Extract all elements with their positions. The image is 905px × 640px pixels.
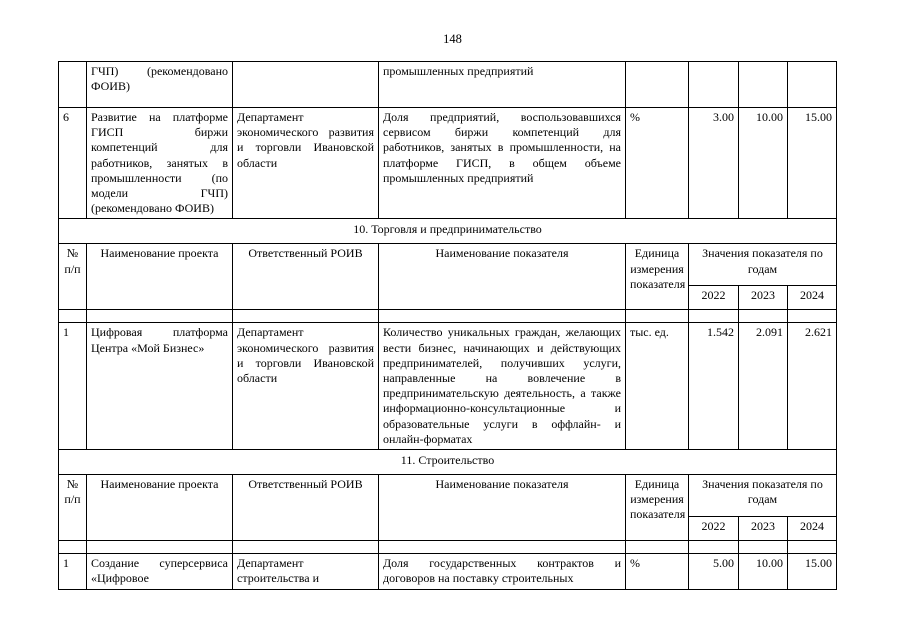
header-year-2023: 2023 xyxy=(739,286,788,310)
cell-project: Создание суперсервиса «Цифровое xyxy=(87,554,233,590)
header-row xyxy=(59,475,837,517)
cell-num: 1 xyxy=(59,323,87,450)
cell-project: ГЧП) (рекомендовано ФОИВ) xyxy=(87,62,233,108)
cell-indicator: Количество уникальных граждан, желающих вести бизнес, начинающих и действующих предпринимателей, получивших услуги, направленные на вовлечение в предпринимательскую деятельность, а также информационно-консультационные и образовательные услуги в оффлайн- и онлайн-форматах xyxy=(379,323,626,450)
cell-2024 xyxy=(788,62,837,108)
cell-num: 1 xyxy=(59,554,87,590)
cell-2022: 5.00 xyxy=(689,554,739,590)
cell-indicator: Доля государственных контрактов и договоров на поставку строительных xyxy=(379,554,626,590)
header-indicator: Наименование показателя xyxy=(379,475,626,541)
cell-unit: тыс. ед. xyxy=(626,323,689,450)
header-year-2024: 2024 xyxy=(788,517,837,541)
header-project: Наименование проекта xyxy=(87,244,233,310)
header-project: Наименование проекта xyxy=(87,475,233,541)
cell-2022: 3.00 xyxy=(689,108,739,219)
page-number: 148 xyxy=(443,32,462,46)
cell-unit xyxy=(626,62,689,108)
cell-num: 6 xyxy=(59,108,87,219)
header-num: № п/п xyxy=(59,475,87,541)
cell-2022: 1.542 xyxy=(689,323,739,450)
table-row-6 xyxy=(59,108,837,219)
header-values: Значения показателя по годам xyxy=(689,244,837,286)
spacer-row xyxy=(59,541,837,554)
cell-roiv: Департамент экономического развития и торговли Ивановской области xyxy=(233,108,379,219)
header-year-2022: 2022 xyxy=(689,517,739,541)
table-row xyxy=(59,554,837,590)
cell-2023: 10.00 xyxy=(739,554,788,590)
cell-unit: % xyxy=(626,554,689,590)
header-year-2022: 2022 xyxy=(689,286,739,310)
header-indicator: Наименование показателя xyxy=(379,244,626,310)
cell-indicator: Доля предприятий, воспользовавшихся сервисом биржи компетенций для работников, занятых в промышленности, на платформе ГИСП, в общем объеме промышленных предприятий xyxy=(379,108,626,219)
section-title: 10. Торговля и предпринимательство xyxy=(59,219,837,244)
header-unit: Единица измерения показателя xyxy=(626,475,689,541)
header-unit: Единица измерения показателя xyxy=(626,244,689,310)
cell-2023: 2.091 xyxy=(739,323,788,450)
cell-unit: % xyxy=(626,108,689,219)
header-row xyxy=(59,244,837,286)
section-title-row xyxy=(59,450,837,475)
header-year-2024: 2024 xyxy=(788,286,837,310)
cell-2024: 15.00 xyxy=(788,108,837,219)
projects-table xyxy=(58,61,837,590)
cell-2024: 15.00 xyxy=(788,554,837,590)
table-row-continued xyxy=(59,62,837,108)
cell-project: Цифровая платформа Центра «Мой Бизнес» xyxy=(87,323,233,450)
section-title: 11. Строительство xyxy=(59,450,837,475)
section-title-row xyxy=(59,219,837,244)
cell-roiv xyxy=(233,62,379,108)
cell-project: Развитие на платформе ГИСП биржи компетенций для работников, занятых в промышленности (по модели ГЧП) (рекомендовано ФОИВ) xyxy=(87,108,233,219)
header-roiv: Ответственный РОИВ xyxy=(233,475,379,541)
cell-indicator: промышленных предприятий xyxy=(379,62,626,108)
cell-2023 xyxy=(739,62,788,108)
header-num: № п/п xyxy=(59,244,87,310)
cell-roiv: Департамент экономического развития и торговли Ивановской области xyxy=(233,323,379,450)
cell-roiv: Департамент строительства и xyxy=(233,554,379,590)
cell-num xyxy=(59,62,87,108)
cell-2024: 2.621 xyxy=(788,323,837,450)
cell-2023: 10.00 xyxy=(739,108,788,219)
spacer-row xyxy=(59,310,837,323)
header-values: Значения показателя по годам xyxy=(689,475,837,517)
header-year-2023: 2023 xyxy=(739,517,788,541)
cell-2022 xyxy=(689,62,739,108)
table-row xyxy=(59,323,837,450)
header-roiv: Ответственный РОИВ xyxy=(233,244,379,310)
